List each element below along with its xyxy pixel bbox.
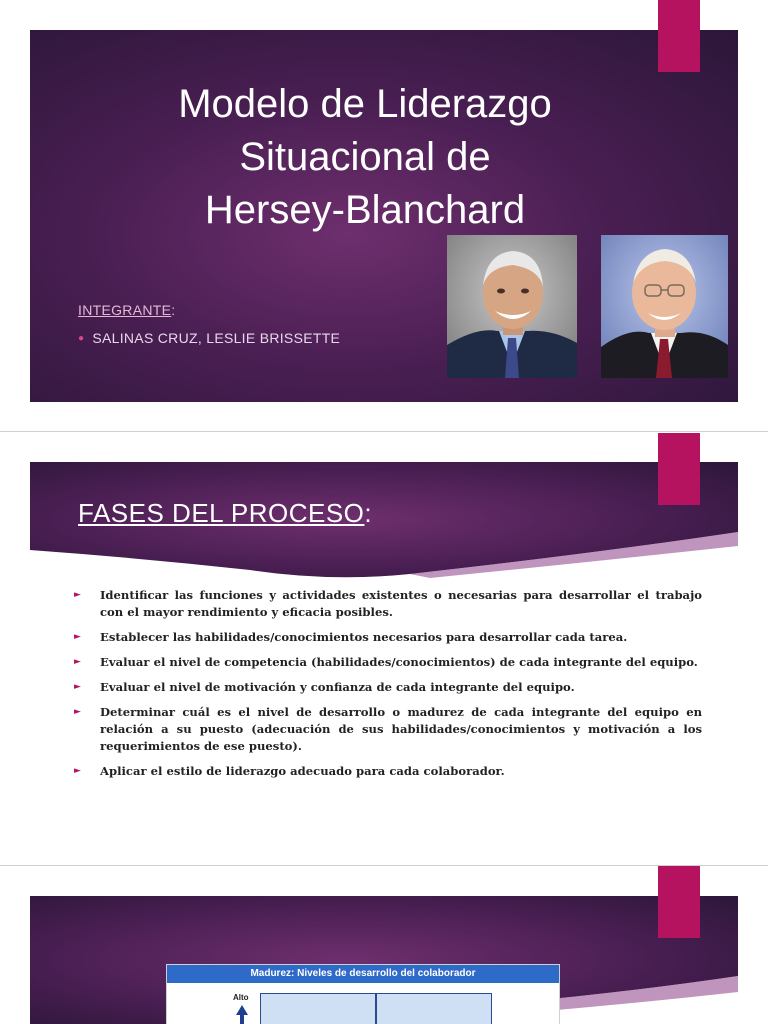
title-line: Modelo de Liderazgo xyxy=(178,82,552,126)
triangle-bullet-icon: ► xyxy=(74,657,81,667)
axis-label: Alto xyxy=(233,993,249,1002)
grid-divider xyxy=(375,994,377,1024)
accent-tab xyxy=(658,0,700,72)
accent-tab xyxy=(658,866,700,938)
integrante-label: INTEGRANTE xyxy=(78,302,172,318)
title-line: Hersey-Blanchard xyxy=(204,188,526,232)
title-line: Situacional de xyxy=(239,135,491,179)
list-item-text: Identificar las funciones y actividades existentes o necesarias para desarrollar el trabajo con el mayor rendimiento y eficacia posibles. xyxy=(100,588,702,619)
list-item xyxy=(72,679,702,696)
member-name: SALINAS CRUZ, LESLIE BRISSETTE xyxy=(92,330,341,346)
triangle-bullet-icon: ► xyxy=(74,707,81,717)
slide-divider xyxy=(0,431,768,432)
list-item-text: Evaluar el nivel de competencia (habilidades/conocimientos) de cada integrante del equipo. xyxy=(100,655,698,669)
triangle-bullet-icon: ► xyxy=(74,632,81,642)
list-item xyxy=(72,629,702,646)
integrante-colon: : xyxy=(171,302,176,318)
slide-divider xyxy=(0,865,768,866)
accent-tab xyxy=(658,433,700,505)
maturity-slide xyxy=(30,896,738,1024)
process-slide xyxy=(30,462,738,865)
slide-title xyxy=(78,498,372,529)
title-colon: : xyxy=(364,498,373,528)
title-slide xyxy=(30,30,738,402)
bullet-dot-icon: ● xyxy=(78,333,85,344)
triangle-bullet-icon: ► xyxy=(74,682,81,692)
diagram-title: Madurez: Niveles de desarrollo del colaborador xyxy=(167,965,559,983)
diagram-grid xyxy=(260,993,492,1024)
list-item xyxy=(72,763,702,780)
list-item xyxy=(72,587,702,621)
triangle-bullet-icon: ► xyxy=(74,590,81,600)
portrait-photo-right xyxy=(601,235,728,378)
list-item-text: Aplicar el estilo de liderazgo adecuado para cada colaborador. xyxy=(100,764,505,778)
triangle-bullet-icon: ► xyxy=(74,766,81,776)
list-item-text: Establecer las habilidades/conocimientos necesarios para desarrollar cada tarea. xyxy=(100,630,628,644)
arrow-up-icon xyxy=(236,1005,248,1024)
list-item-text: Determinar cuál es el nivel de desarrollo o madurez de cada integrante del equipo en relación a su puesto (adecuación de sus habilidades/conocimientos y motivación a los requerimientos de ese puesto). xyxy=(100,705,702,753)
process-steps-list xyxy=(72,587,702,788)
maturity-diagram xyxy=(166,964,560,1024)
member-item xyxy=(78,330,340,346)
integrante-heading xyxy=(78,302,175,318)
slide-title xyxy=(60,78,670,237)
portrait-photo-left xyxy=(447,235,577,378)
list-item xyxy=(72,654,702,671)
list-item-text: Evaluar el nivel de motivación y confianza de cada integrante del equipo. xyxy=(100,680,575,694)
title-text: FASES DEL PROCESO xyxy=(78,498,365,528)
list-item xyxy=(72,704,702,755)
